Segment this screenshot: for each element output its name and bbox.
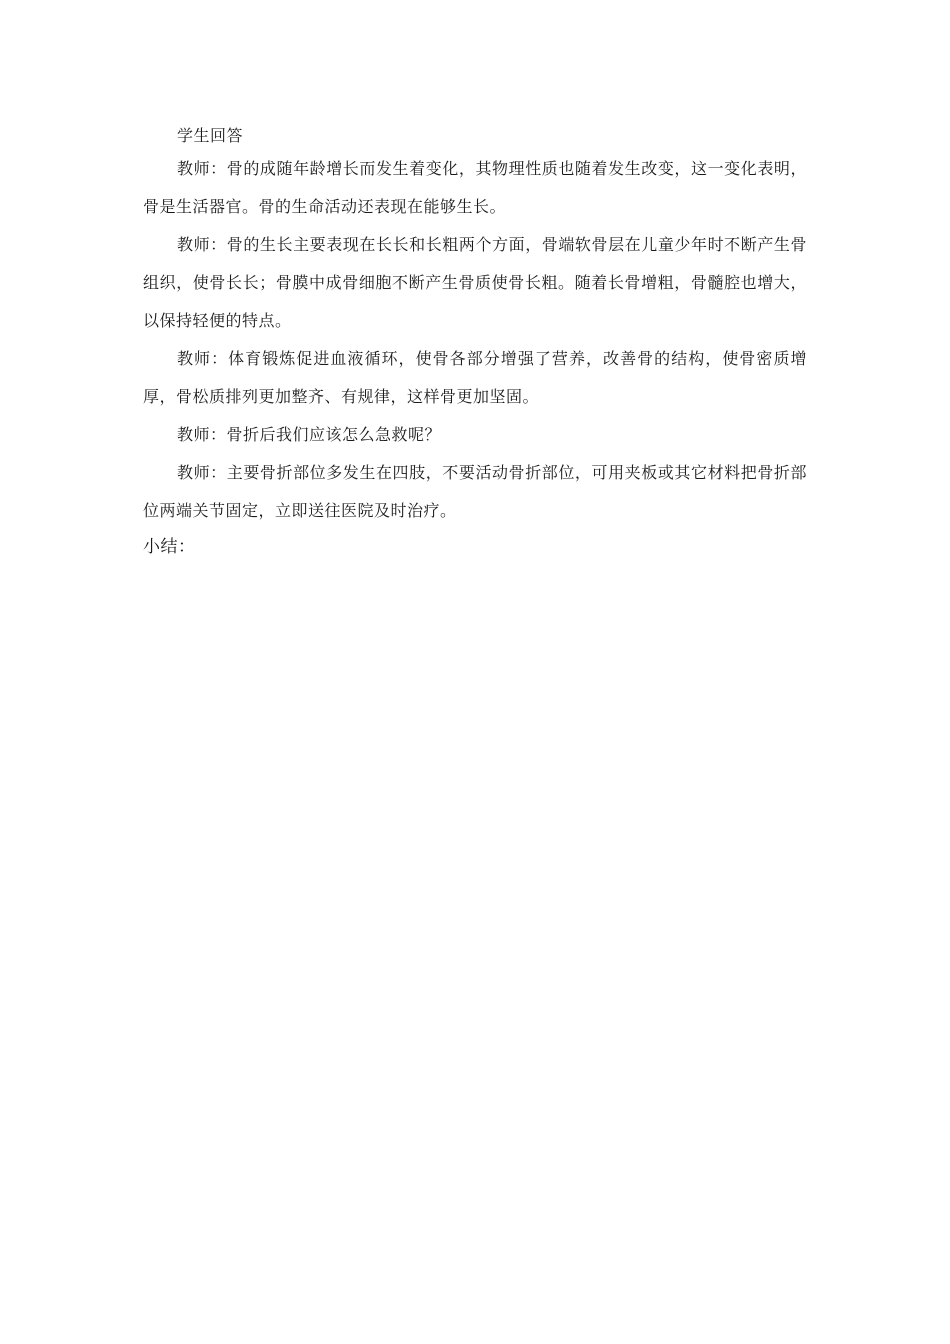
paragraph-bone-change: 教师：骨的成随年龄增长而发生着变化，其物理性质也随着发生改变，这一变化表明，骨是生活器官。骨的生命活动还表现在能够生长。: [143, 159, 807, 216]
paragraph-first-aid-answer: 教师：主要骨折部位多发生在四肢，不要活动骨折部位，可用夹板或其它材料把骨折部位两端关节固定，立即送往医院及时治疗。: [143, 463, 807, 520]
paragraph-bone-growth: 教师：骨的生长主要表现在长长和长粗两个方面，骨端软骨层在儿童少年时不断产生骨组织，使骨长长；骨膜中成骨细胞不断产生骨质使骨长粗。随着长骨增粗，骨髓腔也增大，以保持轻便的特点。: [143, 235, 807, 330]
paragraph-student-answer: 学生回答: [177, 126, 244, 145]
paragraph-exercise: 教师：体育锻炼促进血液循环，使骨各部分增强了营养，改善骨的结构，使骨密质增厚，骨松质排列更加整齐、有规律，这样骨更加坚固。: [143, 349, 807, 406]
summary-heading: 小结：: [143, 537, 196, 557]
paragraph-first-aid-question: 教师：骨折后我们应该怎么急救呢？: [177, 425, 442, 444]
document-body: [143, 122, 807, 564]
